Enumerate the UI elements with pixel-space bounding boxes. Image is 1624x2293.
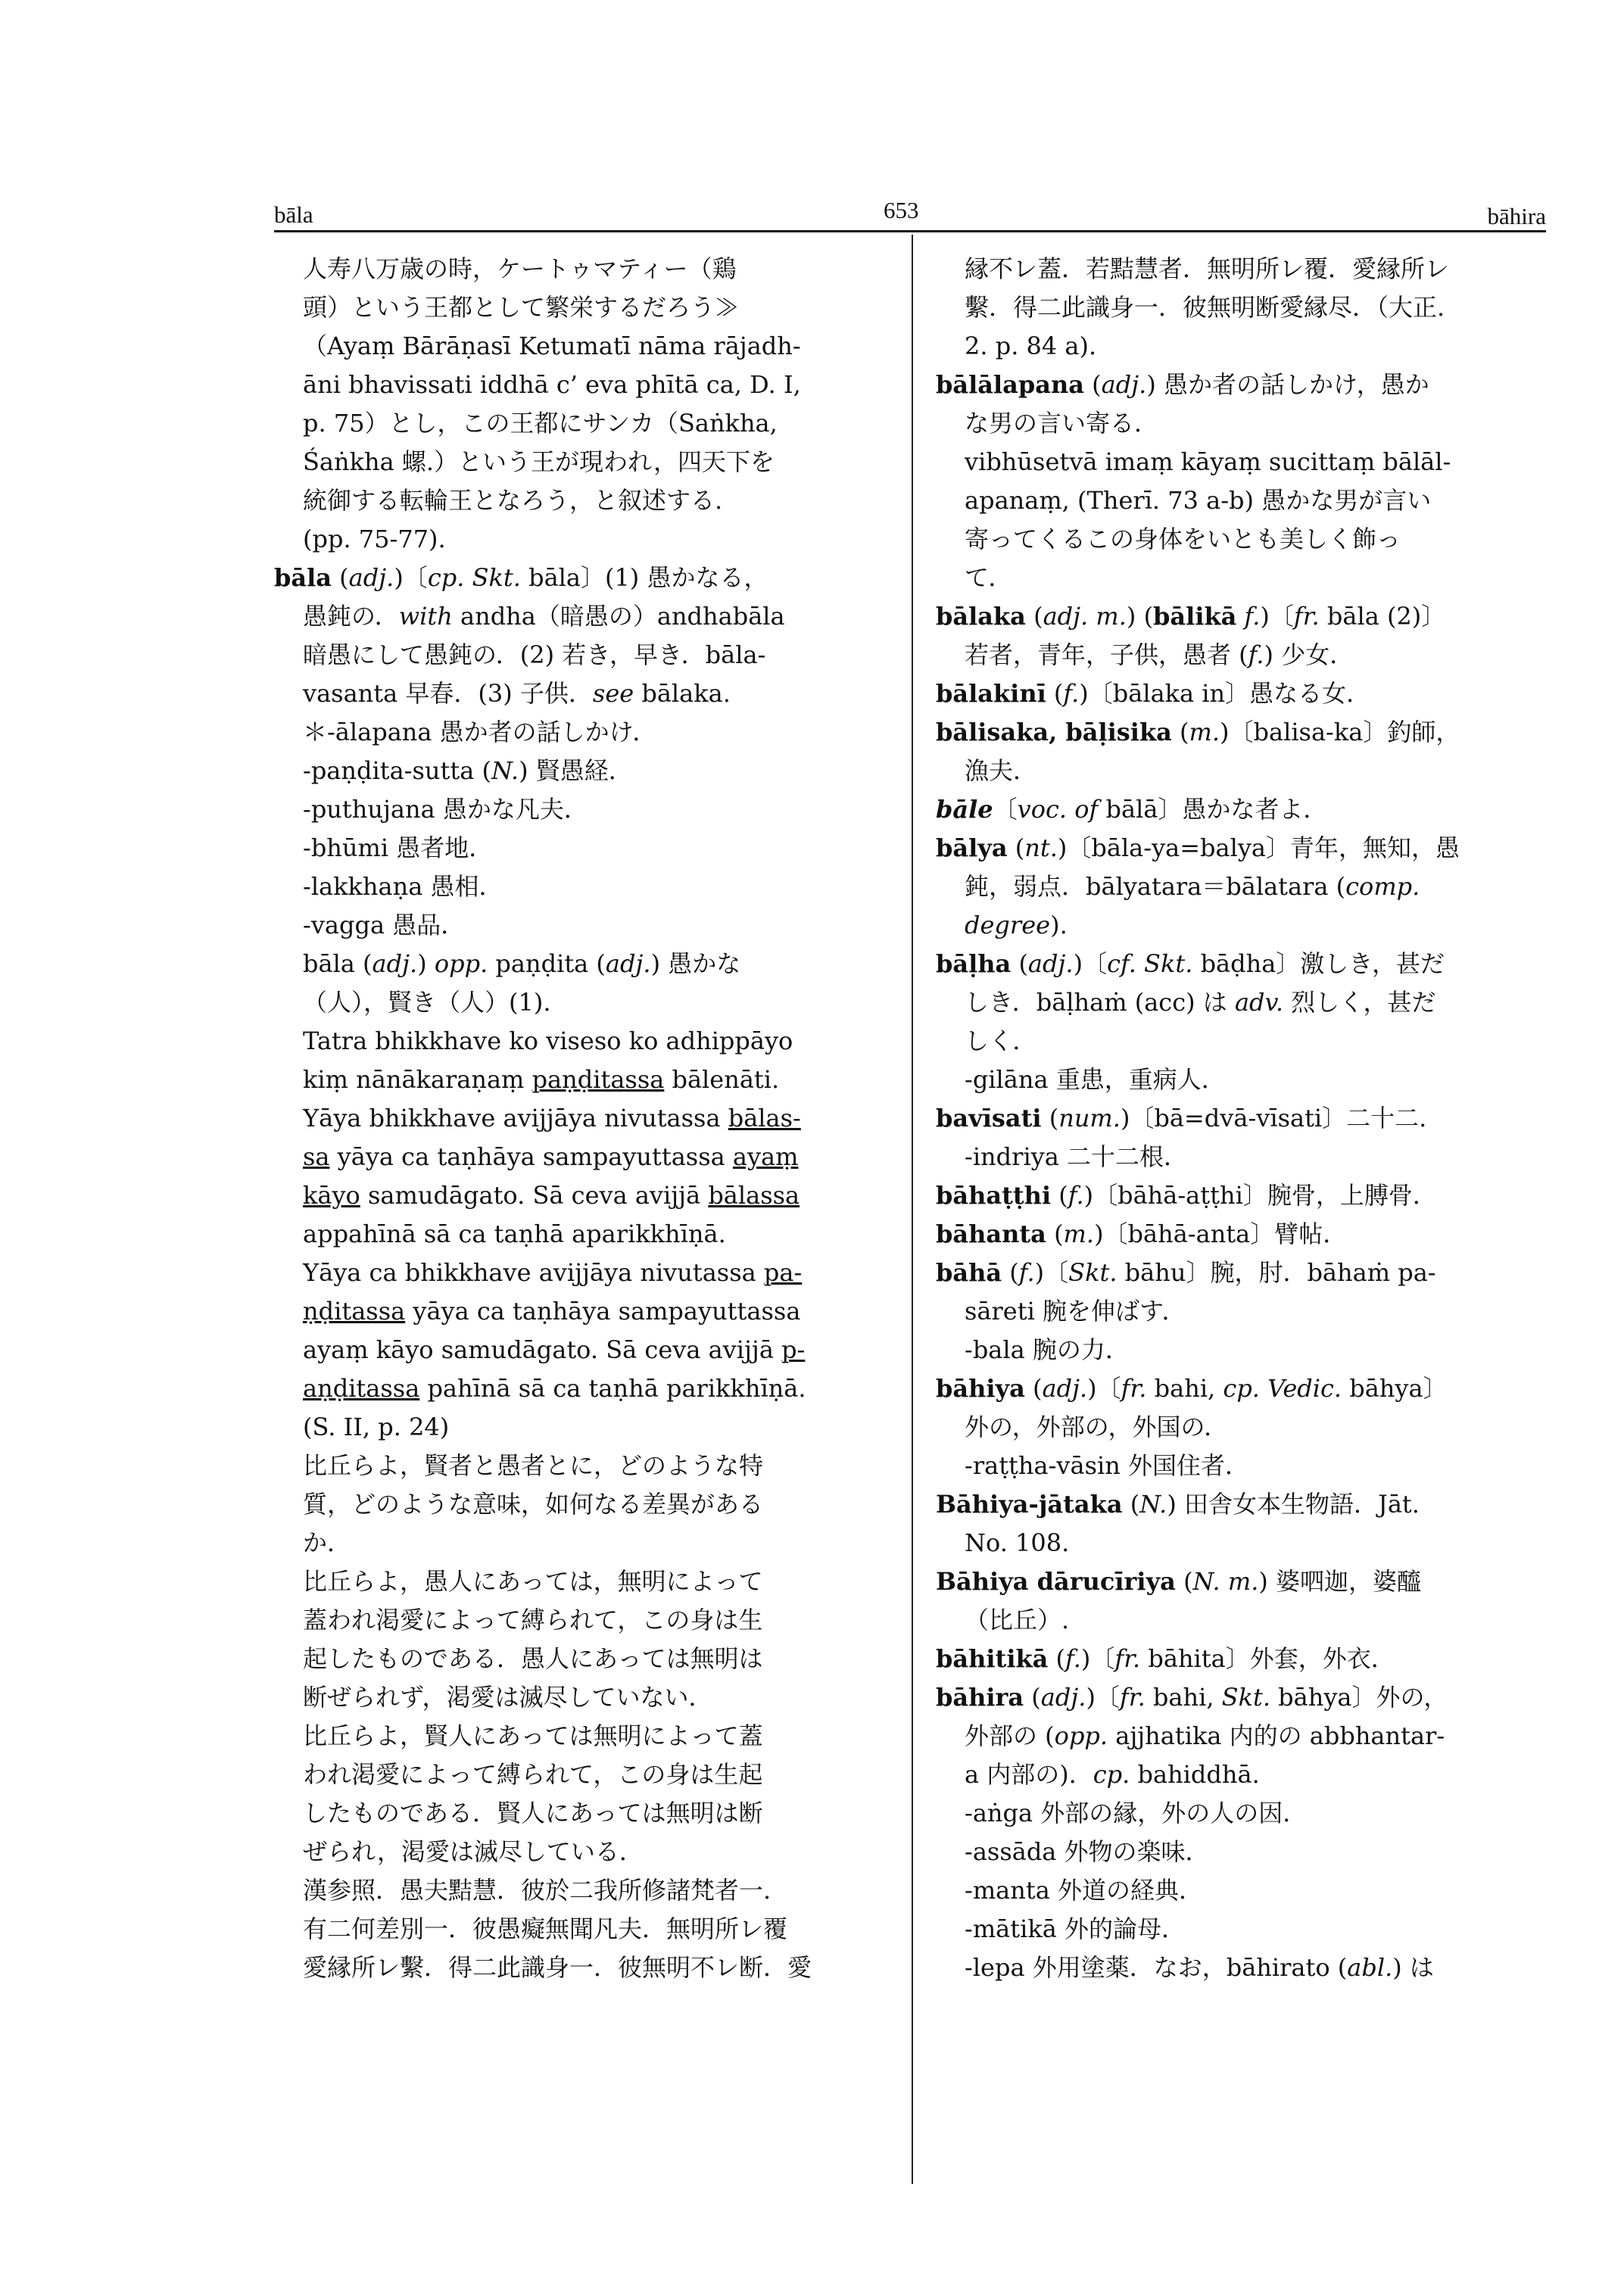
headword: bālya [936,833,1008,862]
entry-line [936,1524,1546,1562]
headword-line [936,790,1546,829]
headword: bāla [274,563,332,592]
entry-line [936,250,1546,288]
entry-text: bahiddhā. [1130,1760,1260,1789]
entry-line [274,1292,895,1331]
entry-text: bahi, [1145,1683,1222,1712]
entry-text: ( [1002,1258,1019,1287]
entry-text: )〔 [1080,1644,1115,1673]
entry-line [936,752,1546,790]
entry-text: 比丘らよ，賢者と愚者とに，どのような特 [303,1451,764,1480]
entry-line [274,713,895,752]
entry-line [936,520,1546,559]
entry-line [936,327,1546,366]
grammar-abbrev: m. [1189,718,1220,746]
entry-line [274,1640,895,1678]
entry-text: -paṇḍita-sutta ( [303,756,491,785]
headword: bāhira [936,1683,1024,1712]
entry-text: ( [1024,1683,1041,1712]
entry-text: ( [1041,1104,1059,1132]
headword-line [936,366,1546,404]
entry-text: 鈍，弱点．bālyatara＝bālatara ( [965,872,1346,901]
entry-text: pa- [763,1258,803,1287]
entry-text: bālā〕愚かな者よ． [1098,795,1328,824]
headword-line [936,1678,1546,1717]
entry-line [274,906,895,945]
entry-text: ぜられ，渇愛は滅尽している． [303,1837,644,1866]
grammar-abbrev: f. [1068,1181,1084,1210]
entry-line [274,1833,895,1871]
headword: bāḷha [936,949,1011,978]
headword: bāhiya [936,1374,1025,1403]
entry-text: 2. p. 84 a). [965,332,1097,360]
entry-text: 暗愚にして愚鈍の．(2) 若き，早き．bāla- [303,640,766,669]
entry-text: Yāya bhikkhave avijjāya nivutassa [303,1104,728,1132]
entry-text: ) 田舎女本生物語．Jāt. [1167,1490,1420,1519]
entry-text: p. 75）とし，この王都にサンカ（Saṅkha, [303,409,778,438]
entry-text: ( [1051,1181,1068,1210]
entry-text: )〔bāhā-anta〕臂帖． [1094,1220,1348,1248]
entry-text: ). [1050,911,1068,939]
entry-line [936,983,1546,1022]
page-number: 653 [884,197,919,223]
entry-text: 外部の ( [965,1721,1055,1750]
entry-text: apanaṃ, (Therī. 73 a-b) 愚かな男が言い [965,486,1432,515]
entry-line [274,1176,895,1215]
entry-text: )〔 [1034,1258,1069,1287]
entry-line [274,1949,895,1987]
headword-line [936,1485,1546,1524]
grammar-abbrev: adj. [1027,949,1074,978]
entry-line [936,1447,1546,1485]
entry-line [274,1022,895,1061]
entry-text: bāḍha〕激しき，甚だ [1192,949,1445,978]
entry-text: Tatra bhikkhave ko viseso ko adhippāyo [303,1027,793,1055]
headword-line [936,1254,1546,1292]
entry-text: ( [1007,833,1025,862]
entry-text: 比丘らよ，愚人にあっては，無明によって [303,1567,763,1596]
headword-line [936,1176,1546,1215]
entry-line [274,636,895,675]
entry-line [936,1331,1546,1369]
entry-text: ) ( [1126,602,1154,631]
entry-text: ajjhatika 内的の abbhantar- [1108,1721,1445,1750]
headword-line [936,675,1546,713]
entry-line [274,366,895,404]
entry-line [936,481,1546,520]
headword: bālālapana [936,370,1084,399]
entry-line [936,1910,1546,1949]
entry-text: bāla〕(1) 愚かなる， [520,563,768,592]
grammar-abbrev: N. m. [1192,1567,1259,1596]
entry-text: 烈しく，甚だ [1283,988,1436,1017]
grammar-abbrev: f. [1244,602,1261,631]
entry-text: ) は [1392,1953,1434,1982]
entry-text: -lakkhaṇa 愚相． [303,872,503,901]
entry-line [274,868,895,906]
entry-text: 漢参照．愚夫黠慧．彼於二我所修諸梵者一. [303,1876,771,1905]
entry-line [274,1254,895,1292]
entry-text: ( [1122,1490,1140,1519]
entry-line [274,829,895,868]
entry-text: 蓋われ渇愛によって縛られて，この身は生 [303,1606,763,1634]
entry-text: ) 愚か者の話しかけ，愚か [1146,370,1429,399]
entry-text: 若者，青年，子供，愚者 ( [965,640,1248,669]
entry-text: andha（暗愚の）andhabāla [452,602,785,631]
entry-line [274,443,895,481]
entry-text: -assāda 外物の楽味． [965,1837,1210,1866]
entry-line [936,1949,1546,1987]
entry-text: vibhūsetvā imaṃ kāyaṃ sucittaṃ bālāl- [965,447,1451,476]
entry-text: bahi, [1146,1374,1223,1403]
entry-text: ( [1084,370,1102,399]
entry-line [274,1138,895,1176]
entry-text: 寄ってくるこの身体をいとも美しく飾っ [965,525,1401,553]
entry-line [274,481,895,520]
left-column [274,250,895,1987]
grammar-abbrev: adj. [1101,370,1147,399]
entry-text: -manta 外道の経典． [965,1876,1203,1905]
entry-line [274,1485,895,1524]
entry-line [274,1369,895,1408]
entry-line [936,1022,1546,1061]
entry-text: 愚鈍の． [303,602,399,631]
page-header [274,195,1546,230]
right-column [936,250,1546,1987]
entry-text: -mātikā 外的論母． [965,1914,1186,1943]
entry-text: )〔bā=dvā-vīsati〕二十二. [1120,1104,1427,1132]
grammar-abbrev: f. [1065,1644,1081,1673]
entry-text: bālas- [728,1104,801,1132]
entry-line [274,752,895,790]
entry-line [274,1099,895,1138]
grammar-abbrev: Skt. [1221,1683,1270,1712]
entry-text: -raṭṭha-vāsin 外国住者． [965,1451,1250,1480]
grammar-abbrev: num. [1058,1104,1121,1132]
entry-text: )〔 [1260,602,1294,631]
entry-text: bālaka. [634,679,731,708]
entry-line [274,790,895,829]
headword: bavīsati [936,1104,1042,1132]
entry-line [274,1756,895,1794]
headword: bālaka [936,602,1026,631]
entry-text: 起したものである．愚人にあっては無明は [303,1644,763,1673]
entry-text [1236,602,1244,631]
entry-text: 縁不レ蓋．若黠慧者．無明所レ覆．愛縁所レ [965,254,1450,283]
entry-line [274,1524,895,1562]
entry-text: )〔balisa-ka〕釣師， [1220,718,1460,746]
entry-text: bāhya〕外の， [1270,1683,1448,1712]
entry-text: われ渇愛によって縛られて，この身は生起 [303,1760,763,1789]
grammar-abbrev: adj. [348,563,394,592]
entry-text: 統御する転輪王となろう，と叙述する. [303,486,723,515]
entry-text: -bala 腕の力． [965,1335,1130,1364]
entry-text: samudāgato. Sā ceva avijjā [360,1181,709,1210]
entry-text: appahīnā sā ca taṇhā aparikkhīṇā. [303,1220,726,1248]
entry-line [936,1138,1546,1176]
grammar-abbrev: m. [1063,1220,1095,1248]
headword: bāhaṭṭhi [936,1181,1052,1210]
grammar-abbrev: adj. [372,949,418,978]
entry-text: （Ayaṃ Bārāṇasī Ketumatī nāma rājadh- [303,332,801,360]
entry-text: か． [303,1528,352,1557]
entry-text: bāla ( [303,949,372,978]
entry-text: 断ぜられず，渇愛は滅尽していない． [303,1683,713,1712]
grammar-abbrev: fr. [1114,1644,1141,1673]
entry-text: ) [417,949,435,978]
entry-text: bāhita〕外套，外衣． [1140,1644,1395,1673]
entry-text: yāya ca taṇhāya sampayuttassa [405,1297,801,1326]
entry-text: 繫．得二此識身一．彼無明断愛縁尽．（大正. [965,293,1445,322]
headword: bālakinī [936,679,1046,708]
entry-text: な男の言い寄る． [965,409,1159,438]
entry-line [274,675,895,713]
entry-line [274,1331,895,1369]
entry-line [274,1717,895,1756]
entry-text: ( [1046,1220,1064,1248]
entry-line [936,1408,1546,1447]
grammar-abbrev: adj. [605,949,651,978]
grammar-abbrev: nt. [1024,833,1058,862]
entry-line [274,250,895,288]
grammar-abbrev: see [592,679,634,708]
grammar-abbrev: degree [965,911,1051,939]
entry-line [274,945,895,983]
entry-text: ( [1048,1644,1066,1673]
entry-text: ( [1025,602,1043,631]
entry-text: しき．bāḷhaṁ (acc) は [965,988,1235,1017]
headword: Bāhiya-jātaka [936,1490,1123,1519]
entry-text: (pp. 75-77). [303,525,446,553]
entry-text: )〔bāla-ya=balya〕青年，無知，愚 [1057,833,1460,862]
entry-text: paṇḍita ( [488,949,606,978]
entry-text: ( [1171,718,1189,746]
entry-text: yāya ca taṇhāya sampayuttassa [329,1142,733,1171]
grammar-abbrev: f. [1248,640,1264,669]
headword: bāle [936,795,993,824]
entry-text: Yāya ca bhikkhave avijjāya nivutassa [303,1258,764,1287]
entry-text: ) 婆呬迦，婆醯 [1258,1567,1422,1596]
entry-text: ṇḍitassa [303,1297,406,1326]
entry-line [274,1910,895,1949]
entry-text: pahīnā sā ca taṇhā parikkhīṇā. [419,1374,806,1403]
entry-line [936,559,1546,597]
grammar-abbrev: cp. Skt. [427,563,521,592]
entry-line [274,1601,895,1640]
entry-text: )〔 [1073,949,1108,978]
headword-line [936,1099,1546,1138]
grammar-abbrev: comp. [1345,872,1420,901]
entry-text: -gilāna 重患，重病人． [965,1065,1226,1094]
entry-text: ) 賢愚経． [519,756,633,785]
entry-line [936,1601,1546,1640]
entry-line [274,1447,895,1485]
headword-line [936,1369,1546,1408]
entry-line [936,1292,1546,1331]
entry-text: ( [1011,949,1028,978]
grammar-abbrev: adv. [1234,988,1283,1017]
entry-text: 比丘らよ，賢人にあっては無明によって蓋 [303,1721,763,1750]
headword: bālikā [1153,602,1237,631]
grammar-abbrev: adj. [1040,1683,1086,1712]
entry-text: ( [1024,1374,1043,1403]
entry-text: 外の，外部の，外国の． [965,1413,1229,1441]
entry-text: 〔 [993,795,1018,824]
grammar-abbrev: adj. m. [1043,602,1127,631]
entry-line [274,983,895,1022]
entry-text: したものである．賢人にあっては無明は断 [303,1799,763,1827]
entry-line [274,1061,895,1099]
entry-text: sa [303,1142,330,1171]
entry-line [936,1756,1546,1794]
grammar-abbrev: fr. [1119,1683,1146,1712]
entry-line [274,1678,895,1717]
headword: bāhanta [936,1220,1046,1248]
entry-text: kiṃ nānākaraṇaṃ [303,1065,532,1094]
grammar-abbrev: with [398,602,453,631]
entry-text: 頭）という王都として繁栄するだろう≫ [303,293,740,322]
grammar-abbrev: N. [1139,1490,1167,1519]
entry-line [274,1408,895,1447]
grammar-abbrev: Skt. [1068,1258,1117,1287]
headword-line [936,829,1546,868]
entry-line [274,404,895,443]
left-guide-word: bāla [274,201,313,228]
entry-line [274,1215,895,1254]
grammar-abbrev: cf. Skt. [1107,949,1193,978]
grammar-abbrev: f. [1063,679,1080,708]
entry-text: ayaṃ [732,1142,799,1171]
entry-text: 愛縁所レ繫．得二此識身一．彼無明不レ断．愛 [303,1953,812,1982]
entry-line [936,1833,1546,1871]
entry-text: bāla (2)〕 [1319,602,1446,631]
entry-text: ( [332,563,349,592]
grammar-abbrev: N. [491,756,519,785]
column-divider [912,235,913,2184]
entry-text: -bhūmi 愚者地． [303,833,494,862]
grammar-abbrev: abl. [1347,1953,1393,1982]
entry-line [274,1562,895,1601]
entry-line [936,288,1546,327]
entry-text: -indriya 二十二根． [965,1142,1189,1171]
entry-line [274,520,895,559]
entry-text: aṇḍitassa [303,1374,420,1403]
entry-text: 漁夫． [965,756,1038,785]
entry-text: -vagga 愚品． [303,911,466,939]
entry-text: て． [965,563,1013,592]
entry-text: ) 少女． [1264,640,1354,669]
entry-text: ayaṃ kāyo samudāgato. Sā ceva avijjā [303,1335,782,1364]
entry-text: -aṅga 外部の縁，外の人の因． [965,1799,1308,1827]
grammar-abbrev: opp. [434,949,488,978]
entry-text: )〔bālaka in〕愚なる女． [1079,679,1371,708]
grammar-abbrev: opp. [1054,1721,1108,1750]
headword: bāhā [936,1258,1002,1287]
entry-text: 質，どのような意味，如何なる差異がある [303,1490,764,1519]
grammar-abbrev: adj. [1042,1374,1088,1403]
entry-line [936,906,1546,945]
right-guide-word: bāhira [1487,203,1546,229]
grammar-abbrev: voc. of [1017,795,1099,824]
entry-line [936,443,1546,481]
entry-text: vasanta 早春．(3) 子供． [303,679,593,708]
headword: Bāhiya dārucīriya [936,1567,1176,1596]
headword-line [936,713,1546,752]
entry-text: paṇḍitassa [531,1065,665,1094]
entry-text: ＊-ālapana 愚か者の話しかけ． [303,718,657,746]
headword-line [936,945,1546,983]
entry-text: -lepa 外用塗薬．なお，bāhirato ( [965,1953,1348,1982]
headword-line [274,559,895,597]
entry-text: bāhu〕腕，肘．bāhaṁ pa- [1117,1258,1436,1287]
entry-line [936,868,1546,906]
entry-line [936,636,1546,675]
header-rule [274,230,1546,232]
entry-text: ( [1046,679,1064,708]
headword-line [936,1562,1546,1601]
entry-line [274,1871,895,1910]
headword-line [936,597,1546,636]
grammar-abbrev: cp. Vedic. [1223,1374,1342,1403]
entry-line [936,1794,1546,1833]
entry-text: ) 愚かな [650,949,741,978]
entry-line [936,1061,1546,1099]
entry-text: bāhya〕 [1342,1374,1448,1403]
entry-text: )〔 [394,563,428,592]
grammar-abbrev: fr. [1293,602,1320,631]
entry-text: )〔 [1086,1683,1120,1712]
headword-line [936,1640,1546,1678]
entry-text: p- [781,1335,806,1364]
entry-text: 人寿八万歳の時，ケートゥマティー（鶏 [303,254,737,283]
entry-text: bālenāti. [664,1065,780,1094]
entry-text: )〔 [1087,1374,1121,1403]
grammar-abbrev: fr. [1121,1374,1147,1403]
entry-text: bālassa [708,1181,800,1210]
entry-line [274,1794,895,1833]
entry-text: -puthujana 愚かな凡夫． [303,795,588,824]
entry-text: sāreti 腕を伸ばす． [965,1297,1186,1326]
entry-text: (S. II, p. 24) [303,1413,450,1441]
entry-text: ( [1175,1567,1193,1596]
entry-text: Śaṅkha 螺.）という王が現われ，四天下を [303,447,775,476]
entry-text: kāyo [303,1181,360,1210]
entry-line [936,1717,1546,1756]
headword: bālisaka, bāḷisika [936,718,1172,746]
entry-text: 有二何差別一．彼愚癡無聞凡夫．無明所レ覆 [303,1914,788,1943]
headword: bāhitikā [936,1644,1049,1673]
entry-text: しく． [965,1027,1037,1055]
entry-text: )〔bāhā-aṭṭhi〕腕骨，上膊骨． [1083,1181,1437,1210]
grammar-abbrev: f. [1018,1258,1035,1287]
grammar-abbrev: cp. [1093,1760,1130,1789]
entry-line [274,597,895,636]
entry-line [274,327,895,366]
entry-text: （比丘）. [965,1606,1070,1634]
entry-line [936,1871,1546,1910]
entry-line [274,288,895,327]
entry-line [936,404,1546,443]
headword-line [936,1215,1546,1254]
entry-text: （人），賢き（人）(1). [303,988,551,1017]
entry-text: āni bhavissati iddhā c’ eva phītā ca, D. I, [303,370,801,399]
entry-text: No. 108. [965,1528,1070,1557]
entry-text: a 内部の)． [965,1760,1093,1789]
